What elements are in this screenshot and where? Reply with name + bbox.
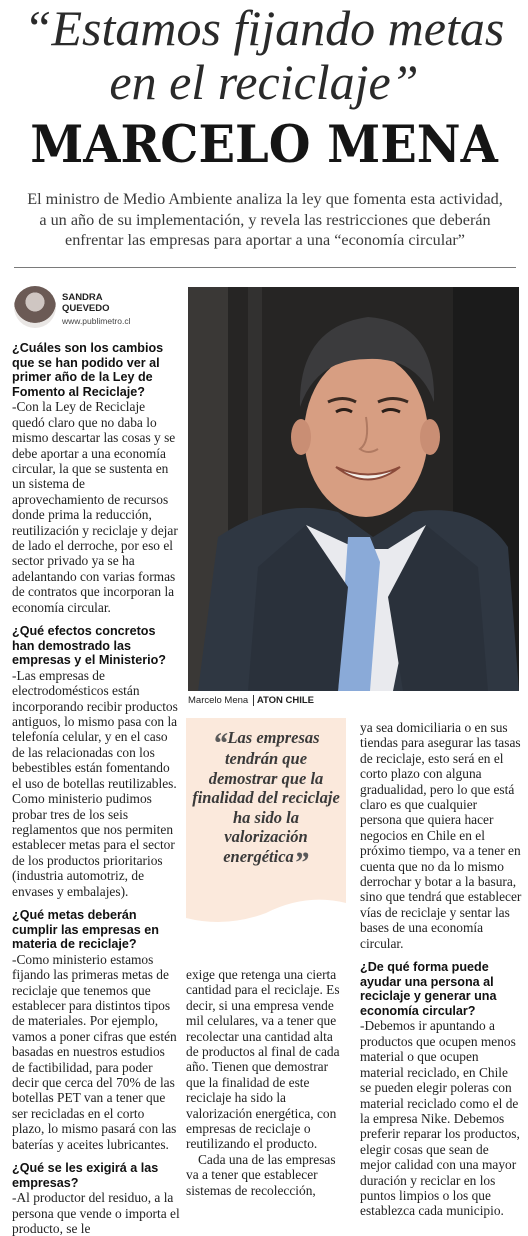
author-name xyxy=(62,292,110,314)
answer-3: -Como ministerio estamos fijando las primeras metas de reciclaje que tenemos que establecer para distintos tipos de materiales. Por ejemplo, vamos a poner cifras que estén basadas en nuestros estudios de factibilidad, para poder decir que cerca del 70% de las botellas PET van a tener que ser recicladas en el corto plazo, lo mismo pasará con las baterías y aceites lubricantes. xyxy=(12,951,177,1152)
intro-paragraph: El ministro de Medio Ambiente analiza la ley que fomenta esta actividad, a un año de su implementación, y revela las restricciones que deberán enfrentar las empresas para aportar a una “economía circular” xyxy=(27,190,503,249)
author-first-name: SANDRA xyxy=(62,292,103,303)
answer-1: -Con la Ley de Reciclaje quedó claro que no daba lo mismo descartar las cosas y se debe aportar a una economía circular, la que se sustenta en un sistema de aprovechamiento de recursos donde prima la reducción, reutilización y reciclaje y dejar de lado el derroche, por eso el sector privado ya se ha adelantando con varias formas de contratos que incorporan la economía circular. xyxy=(12,399,178,615)
column-3-paragraph-1: ya sea domiciliaria o en sus tiendas para asegurar las tasas de reciclaje, esto será en el corto plazo con alguna gradualidad, pero lo que está claro es que cualquier persona que quiera hacer negocios en Chile en el próximo tiempo, va a tener en cuenta que no da lo mismo derrochar y botar a la basura, sino que tendrá que establecer vías de reciclaje y sentar las bases de una economía circular. xyxy=(360,720,522,951)
portrait-illustration xyxy=(188,287,519,691)
column-2 xyxy=(186,967,346,1198)
pull-quote xyxy=(192,727,340,879)
answer-4: -Al productor del residuo, a la persona que vende o importa el producto, se le xyxy=(12,1190,180,1236)
question-2: ¿Qué efectos concretos han demostrado las empresas y el Ministerio? xyxy=(12,624,166,668)
headline-line-2: en el reciclaje” xyxy=(109,54,419,110)
author-avatar xyxy=(14,286,56,328)
pull-quote-close-mark: ” xyxy=(293,845,309,879)
column-3 xyxy=(360,720,522,1219)
question-3: ¿Qué metas deberán cumplir las empresas en materia de reciclaje? xyxy=(12,907,159,952)
author-website: www.publimetro.cl xyxy=(62,316,131,326)
photo-credit: ATON CHILE xyxy=(253,695,314,706)
pull-quote-open-mark: “ xyxy=(212,727,228,760)
answer-2: -Las empresas de electrodomésticos están incorporando recibir productos antiguos, lo mismo pasa con la telefonía celular, y en el caso de las relacionadas con los bebestibles están fomentando el uso de botellas reutilizables. Como ministerio pudimos probar tres de los seis reglamentos que nos permiten establecer metas para el sector de los productos prioritarios (industria automotriz, de envases y embalajes). xyxy=(12,667,178,899)
question-1: ¿Cuáles son los cambios que se han podido ver al primer año de la Ley de Fomento al Reciclaje? xyxy=(12,341,164,399)
pull-quote-text: Las empresas tendrán que demostrar que la finalidad del reciclaje ha sido la valorización energética xyxy=(192,728,340,866)
author-last-name: QUEVEDO xyxy=(62,303,110,314)
interviewee-name: MARCELO MENA xyxy=(30,115,498,175)
divider xyxy=(14,267,516,268)
photo-caption xyxy=(188,695,314,706)
headline-line-1: “Estamos fijando metas xyxy=(23,0,505,56)
column-2-paragraph-2: Cada una de las empresas va a tener que establecer sistemas de recolección, xyxy=(186,1151,336,1198)
column-2-paragraph-1: exige que retenga una cierta cantidad para el reciclaje. Es decir, si una empresa vende mil celulares, va a tener que recolectar una cantidad alta de productos al final de cada año. Tienen que demostrar que la finalidad de este reciclaje ha sido la valorización energética, con empresas de reciclaje o reutilizando el producto. xyxy=(186,967,340,1152)
column-1 xyxy=(12,341,180,1236)
answer-5: -Debemos ir apuntando a productos que ocupen menos material o que ocupen material reciclado, en Chile se pueden elegir poleras con material reciclado como el de la empresa Nike. Debemos preferir reparar los productos, elegir cosas que sean de mejor calidad con una mayor duración y reciclar en los puntos limpios o los que establezca cada municipio. xyxy=(360,1018,520,1219)
question-4: ¿Qué se les exigirá a las empresas? xyxy=(12,1161,159,1190)
portrait-photo xyxy=(188,287,519,691)
caption-name: Marcelo Mena xyxy=(188,695,249,706)
question-5: ¿De qué forma puede ayudar una persona al reciclaje y generar una economía circular? xyxy=(360,960,497,1018)
